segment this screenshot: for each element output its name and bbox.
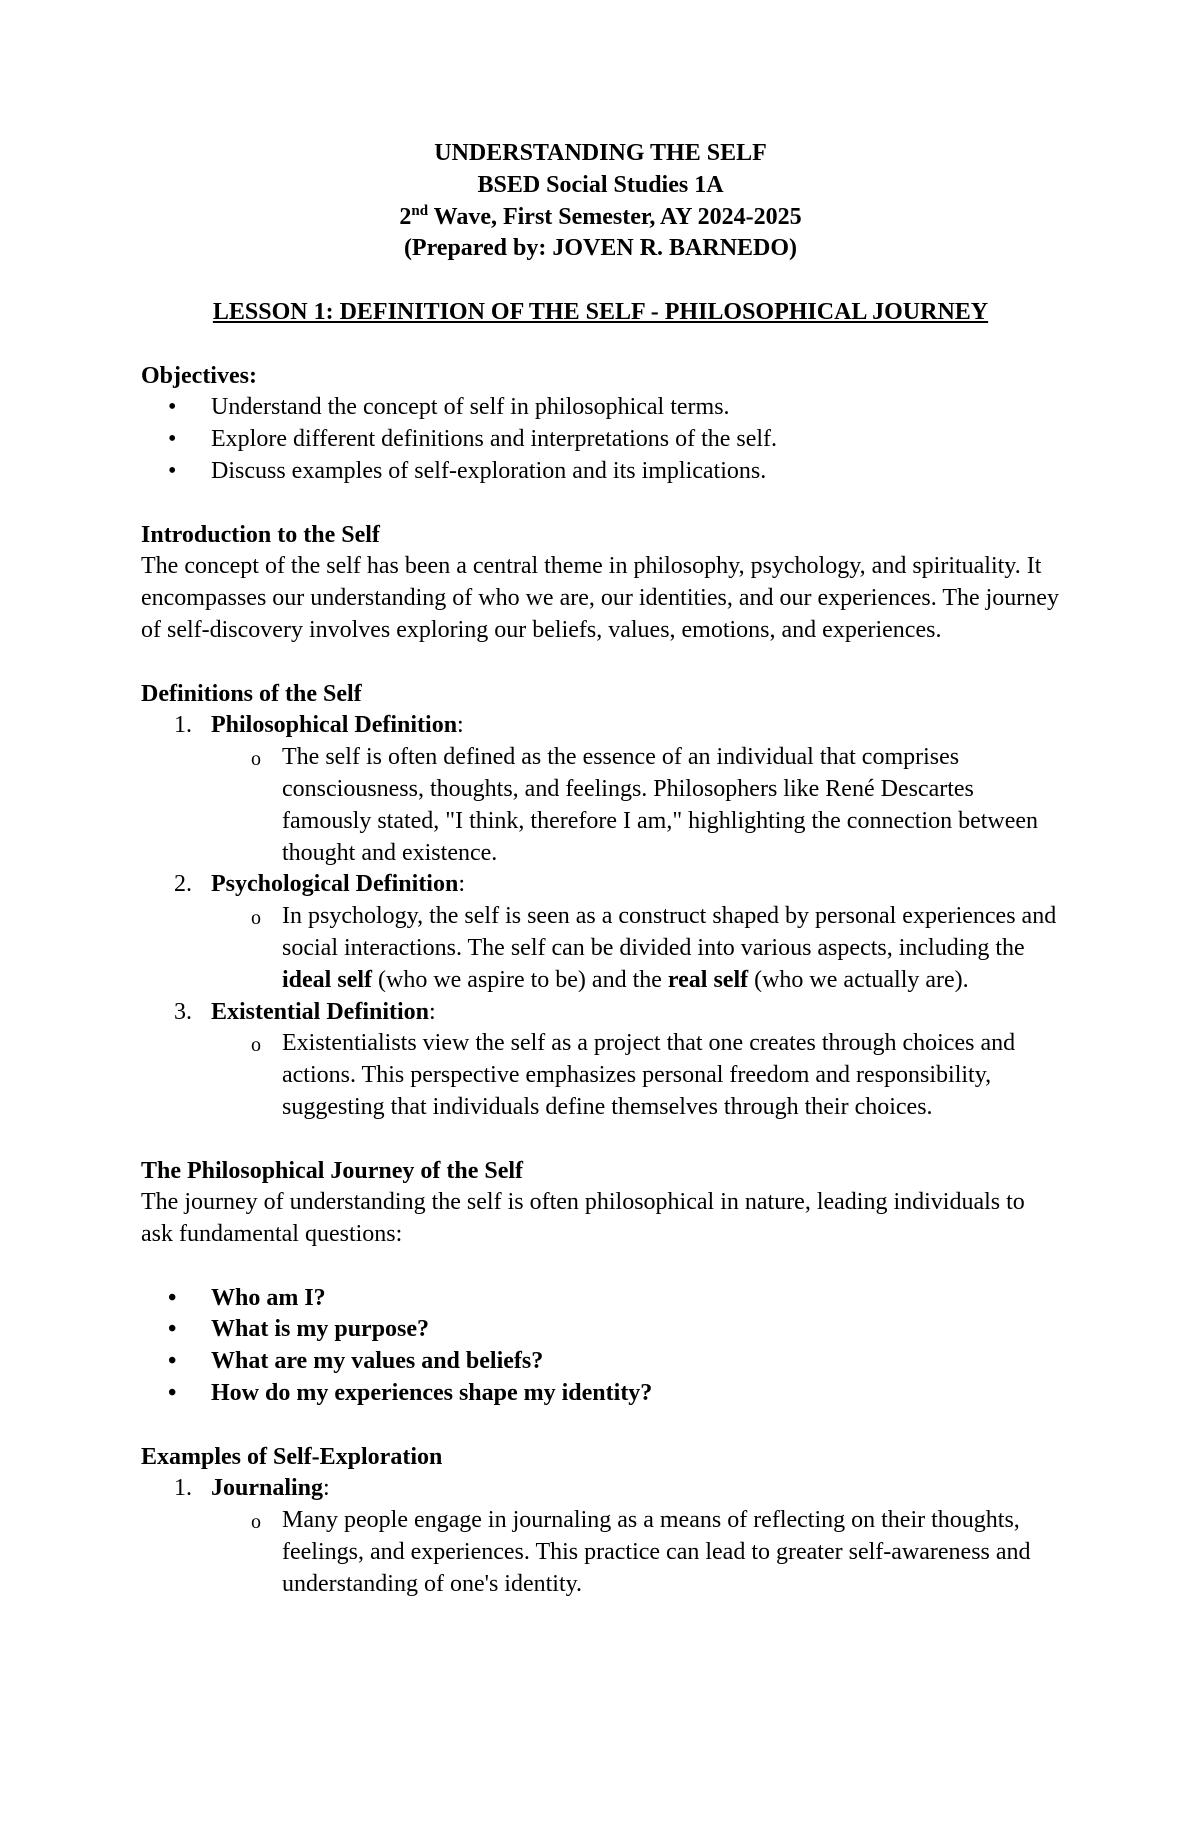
journey-heading: The Philosophical Journey of the Self — [141, 1157, 524, 1184]
document-header — [141, 138, 1060, 265]
real-self-term: real self — [667, 966, 749, 993]
prepared-by: (Prepared by: JOVEN R. BARNEDO) — [403, 235, 798, 262]
list-item: • What are my values and beliefs? — [141, 1346, 1060, 1378]
list-item: • What is my purpose? — [141, 1314, 1060, 1346]
list-item — [141, 869, 1060, 996]
examples-section — [141, 1442, 1060, 1601]
list-item: • Explore different definitions and interpretations of the self. — [141, 424, 1060, 456]
item-text: o Many people engage in journaling as a means of reflecting on their thoughts, feelings, and experiences. This practice can lead to greater self-awareness and understanding of one's identity. — [282, 1507, 1031, 1597]
definitions-heading: Definitions of the Self — [141, 680, 362, 707]
journey-section — [141, 1156, 1060, 1410]
item-colon: : — [323, 1475, 330, 1502]
introduction-heading: Introduction to the Self — [141, 521, 380, 548]
sub-item — [141, 1028, 1060, 1123]
item-colon: : — [458, 871, 465, 898]
definitions-section — [141, 679, 1060, 1124]
objectives-heading: Objectives: — [141, 362, 257, 389]
introduction-body: The concept of the self has been a central theme in philosophy, psychology, and spirituality. It encompasses our understanding of who we are, our identities, and our experiences. The journey of self-discovery involves exploring our beliefs, values, emotions, and experiences. — [141, 553, 1059, 643]
sub-item — [141, 1505, 1060, 1600]
term-superscript: nd — [411, 202, 429, 219]
sub-list — [211, 1028, 1060, 1123]
term-prefix: 2 — [399, 203, 412, 230]
questions-list — [141, 1283, 1060, 1410]
list-item: • Understand the concept of self in philosophical terms. — [141, 392, 1060, 424]
item-number: 1. — [174, 712, 192, 739]
journey-body: The journey of understanding the self is often philosophical in nature, leading individuals to ask fundamental questions: — [141, 1189, 1025, 1248]
list-item: • Who am I? — [141, 1283, 1060, 1315]
examples-list — [141, 1473, 1060, 1600]
objectives-section — [141, 361, 1060, 488]
item-colon: : — [429, 998, 436, 1025]
list-item: • Discuss examples of self-exploration and its implications. — [141, 456, 1060, 488]
term-rest: Wave, First Semester, AY 2024-2025 — [428, 203, 802, 230]
term-line — [141, 202, 1060, 234]
list-item — [141, 1473, 1060, 1600]
examples-heading: Examples of Self-Exploration — [141, 1443, 443, 1470]
text-part: In psychology, the self is seen as a construct shaped by personal experiences and social interactions. The self can be divided into various aspects, including the — [282, 903, 1057, 961]
definitions-list — [141, 710, 1060, 1123]
item-number: 2. — [174, 871, 192, 898]
item-colon: : — [457, 712, 464, 739]
text-part: (who we actually are). — [748, 966, 969, 993]
text-part: (who we aspire to be) and the — [372, 966, 668, 993]
sub-list — [211, 742, 1060, 869]
sub-item — [141, 901, 1060, 996]
sub-list — [211, 901, 1060, 996]
item-number: 3. — [174, 998, 192, 1025]
objectives-list — [141, 392, 1060, 487]
ideal-self-term: ideal self — [282, 966, 372, 993]
item-number: 1. — [174, 1475, 192, 1502]
lesson-title: LESSON 1: DEFINITION OF THE SELF - PHILOSOPHICAL JOURNEY — [212, 298, 989, 325]
item-text: o Existentialists view the self as a project that one creates through choices and actions. This perspective emphasizes personal freedom and responsibility, suggesting that individuals define themselves through their choices. — [282, 1030, 1016, 1120]
introduction-section — [141, 520, 1060, 647]
document-title: UNDERSTANDING THE SELF — [434, 140, 767, 166]
item-text: o The self is often defined as the essence of an individual that comprises consciousness, thoughts, and feelings. Philosophers like René Descartes famously stated, "I think, therefore I am," highlighting the connection between thought and existence. — [282, 744, 1039, 866]
list-item — [141, 710, 1060, 869]
item-text — [282, 901, 1060, 996]
sub-list — [211, 1505, 1060, 1600]
list-item — [141, 997, 1060, 1124]
item-label: Journaling — [211, 1475, 324, 1502]
item-label: Existential Definition — [211, 998, 430, 1025]
item-label: Philosophical Definition — [211, 712, 458, 739]
item-label: Psychological Definition — [211, 871, 459, 898]
course-name: BSED Social Studies 1A — [477, 171, 724, 198]
list-item: • How do my experiences shape my identity? — [141, 1378, 1060, 1410]
sub-item — [141, 742, 1060, 869]
